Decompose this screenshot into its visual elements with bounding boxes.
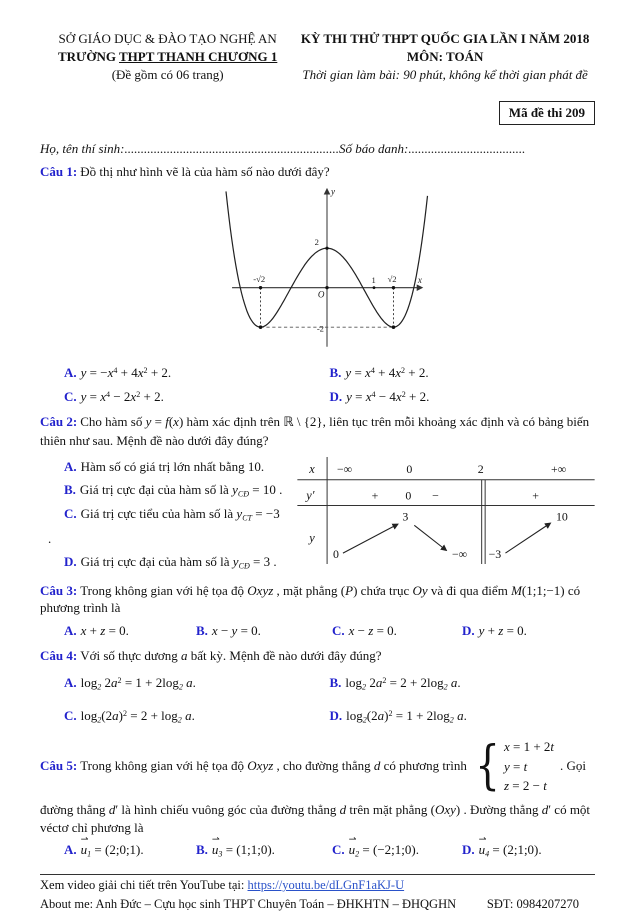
- question-1-text: Câu 1: Đồ thị như hình vẽ là của hàm số nào dưới đây?: [40, 163, 330, 179]
- q2-answer-c: C. Giá trị cực tiểu của hàm số là $y_{CT} = -3$: [64, 505, 280, 522]
- exam-code-box: Mã đề thi 209: [499, 101, 595, 125]
- svg-text:3: 3: [402, 509, 409, 524]
- question-4-label: Câu 4:: [40, 648, 78, 664]
- q5-answer-d: D. u $⇀_4$ = (2;1;0).: [462, 841, 595, 859]
- q3-answer-c: C. x − z = 0.: [332, 622, 397, 638]
- question-2: [40, 413, 595, 576]
- exam-subject: MÔN: TOÁN: [406, 48, 484, 64]
- tick-x-sqrt2: √2: [387, 273, 397, 284]
- svg-text:−∞: −∞: [451, 547, 468, 562]
- answer-text: $y = x^4 - 4x^2 + 2$.: [346, 389, 430, 404]
- variation-table-svg: [297, 455, 595, 564]
- header-right: [295, 30, 595, 84]
- q4-answer-b: B. $\log_2 2a^2 = 2 + 2\log_2$ a.: [329, 675, 461, 692]
- q1-answer-a: [64, 364, 330, 382]
- q5-answer-b: B. u $⇀_3$ = (1;1;0).: [196, 841, 332, 859]
- quartic-graph-svg: [226, 183, 428, 355]
- exam-title: KỲ THI THỬ THPT QUỐC GIA LẦN I NĂM 2018: [300, 31, 590, 46]
- tick-y-2: 2: [314, 236, 319, 247]
- pages-note: (Đề gồm có 06 trang): [111, 66, 224, 82]
- origin-label: O: [317, 288, 325, 299]
- question-2-label: Câu 2:: [40, 414, 78, 430]
- answer-letter: A.: [64, 365, 77, 381]
- q1-answer-c: [64, 388, 330, 406]
- exam-duration: Thời gian làm bài: 90 phút, không kể thời gian phát đề: [302, 66, 588, 82]
- exam-code-row: [40, 101, 595, 125]
- x-axis-label: x: [417, 274, 422, 285]
- svg-text:+: +: [532, 488, 539, 503]
- question-4-text: Câu 4: Với số thực dương a bất kỳ. Mệnh đề nào dưới đây đúng?: [40, 648, 382, 664]
- q4-answer-c: C. $\log_2(2a)^2 = 2 + \log_2 a$.: [64, 708, 195, 725]
- question-5-label: Câu 5:: [40, 758, 78, 774]
- row-label-y: y: [309, 531, 315, 546]
- student-info-line: Họ, tên thí sinh:..................................................................Số báo danh:....................................: [40, 140, 526, 156]
- svg-text:2: 2: [477, 462, 484, 477]
- answer-letter: B.: [329, 365, 342, 381]
- svg-text:−3: −3: [488, 547, 502, 562]
- svg-text:−: −: [432, 488, 439, 503]
- q3-answer-b: B. x − y = 0.: [196, 622, 261, 638]
- answer-text: $y = x^4 + 4x^2 + 2$.: [345, 365, 429, 381]
- about-text: About me: Anh Đức – Cựu học sinh THPT Chuyên Toán – ĐHKHTN – ĐHQGHN: [40, 896, 457, 911]
- phone-number: SĐT: 0984207270: [486, 896, 579, 911]
- question-4-answers: [40, 667, 595, 732]
- q1-answer-d: [330, 388, 596, 406]
- video-note: Xem video giải chi tiết trên YouTube tại: https://youtu.be/dLGnF1aKJ-U: [40, 878, 405, 893]
- question-3-text: Câu 3: Trong không gian với hệ tọa độ Oxyz , mặt phẳng (P) chứa trục Oy và đi qua điểm M(1;1;−1) có phương trình là: [40, 582, 581, 616]
- q1-answer-b: [330, 364, 596, 382]
- header-left: [40, 30, 295, 84]
- question-5-continuation: đường thẳng d′ là hình chiếu vuông góc của đường thẳng d trên mặt phẳng (Oxy) . Đường thẳng d′ có một véctơ chỉ phương là: [40, 801, 591, 835]
- question-1-answers: [40, 362, 595, 409]
- svg-text:0: 0: [405, 488, 412, 503]
- q3-answer-a: A. x + z = 0.: [64, 622, 129, 638]
- footer: [40, 874, 595, 913]
- svg-text:−∞: −∞: [337, 462, 353, 477]
- question-2-text: Câu 2: Cho hàm số y = f(x) hàm xác định trên ℝ \ {2}, liên tục trên mỗi khoảng xác định và có bảng biến thiên như sau. Mệnh đề nào dưới đây đúng?: [40, 414, 590, 449]
- svg-text:0: 0: [333, 547, 339, 562]
- tick-y-neg2: -2: [316, 323, 324, 334]
- question-2-answers: [40, 452, 297, 576]
- question-5: [40, 737, 595, 861]
- question-3: [40, 582, 595, 643]
- parametric-equations: x = 1 + 2t y = t z = 2 − t: [503, 739, 555, 794]
- svg-text:10: 10: [555, 509, 568, 524]
- school-name: TRƯỜNG THPT THANH CHƯƠNG 1: [57, 48, 278, 64]
- question-2-body: [40, 452, 595, 576]
- stray-period: .: [48, 530, 52, 546]
- question-5-answers: [40, 839, 595, 862]
- decrease-arrow: [414, 526, 446, 551]
- answer-text: $y = -x^4 + 4x^2 + 2$.: [80, 365, 172, 381]
- svg-text:+∞: +∞: [551, 462, 567, 477]
- increase-arrow: [505, 524, 550, 554]
- cases-brace: {: [475, 735, 500, 796]
- q1-function-graph: [226, 183, 428, 360]
- answer-letter: D.: [329, 389, 343, 404]
- q5-answer-a: A. u $⇀_1$ = (2;0;1).: [64, 841, 196, 859]
- q4-answer-d: D. $\log_2(2a)^2 = 1 + 2\log_2$ a.: [329, 708, 467, 725]
- header: [40, 30, 595, 84]
- question-1-label: Câu 1:: [40, 163, 78, 179]
- row-label-x: x: [309, 462, 315, 477]
- increase-arrow: [343, 525, 398, 554]
- question-4: [40, 647, 595, 732]
- row-label-yprime: y′: [306, 488, 315, 503]
- question-1: [40, 163, 595, 409]
- question-5-intro: Câu 5: Trong không gian với hệ tọa độ Oxyz , cho đường thẳng d có phương trình { x = 1 + 2t y = t z = 2 − t . Gọi: [40, 735, 587, 796]
- department-name: SỞ GIÁO DỤC & ĐÀO TẠO NGHỆ AN: [58, 31, 277, 46]
- q2-answer-d: D. Giá trị cực đại của hàm số là $y_{CĐ} = 3$ .: [64, 554, 277, 571]
- tick-x-1: 1: [371, 274, 376, 285]
- y-axis-label: y: [331, 185, 336, 196]
- q2-variation-table: [297, 452, 595, 576]
- question-3-label: Câu 3:: [40, 582, 78, 598]
- question-3-answers: [40, 619, 595, 642]
- about-line: [40, 896, 595, 913]
- youtube-link[interactable]: https://youtu.be/dLGnF1aKJ-U: [247, 878, 405, 893]
- q3-answer-d: D. y + z = 0.: [462, 622, 527, 638]
- tick-x-negsqrt2: -√2: [253, 273, 266, 284]
- answer-letter: C.: [64, 389, 77, 404]
- q4-answer-a: A. $\log_2 2a^2 = 1 + 2\log_2$ a.: [64, 675, 196, 692]
- svg-text:0: 0: [406, 462, 413, 477]
- answer-text: $y = x^4 - 2x^2 + 2$.: [80, 389, 164, 404]
- q2-answer-b: B. Giá trị cực đại của hàm số là $y_{CĐ} = 10$ .: [64, 482, 283, 499]
- q2-answer-a: A. Hàm số có giá trị lớn nhất bằng 10.: [64, 458, 265, 474]
- svg-text:+: +: [371, 488, 379, 503]
- q5-answer-c: C. u $⇀_2$ = (−2;1;0).: [332, 841, 462, 859]
